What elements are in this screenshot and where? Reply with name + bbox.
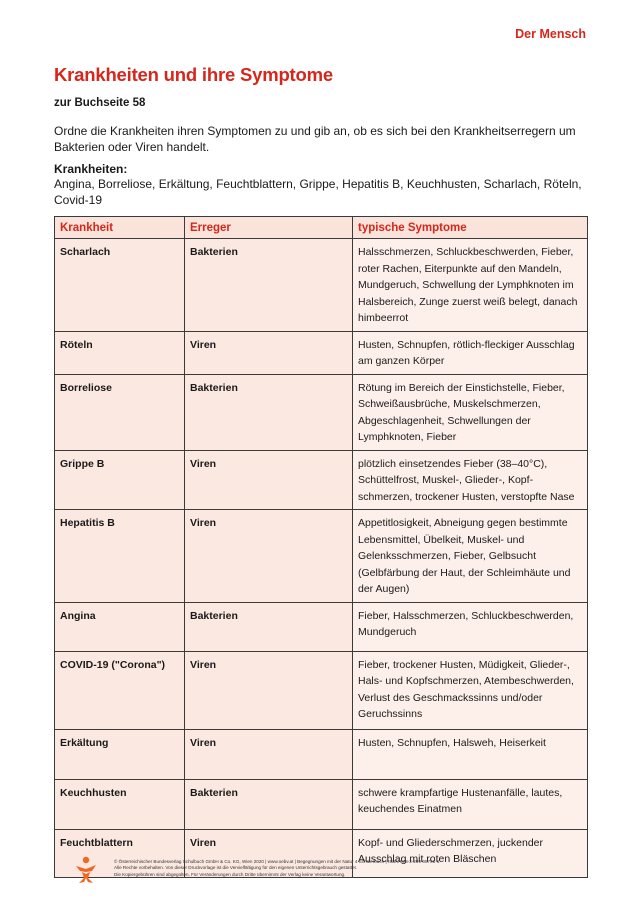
footer-line: © Österreichischer Bundesverlag Schulbuch GmbH & Co. KG, Wien 2020 | www.oebv.at | Begegnungen mit der Natur 4 Schülerbuch | ISBN 978-3-209-08791-1 [114,859,440,864]
footer-text [114,859,594,878]
symptoms-cell: plötzlich einsetzendes Fieber (38–40°C), Schüttelfrost, Muskel-, Glieder-, Kopf-schmerzen, trockener Husten, verstopfte Nase [353,450,588,510]
disease-cell: Feuchtblattern [55,829,185,877]
pathogen-cell: Bakterien [185,374,353,450]
column-header-disease: Krankheit [55,217,185,239]
pathogen-cell: Bakterien [185,779,353,829]
symptoms-cell: Husten, Schnupfen, rötlich-fleckiger Ausschlag am ganzen Körper [353,331,588,374]
diseases-heading: Krankheiten: [54,162,128,176]
disease-cell: Angina [55,602,185,651]
pathogen-cell: Viren [185,331,353,374]
symptoms-cell: Appetitlosigkeit, Abneigung gegen bestimmte Lebensmittel, Übelkeit, Muskel- und Gelenksschmerzen, Fieber, Gelbsucht (Gelbfärbung der Haut, der Schleimhäute und der Augen) [353,510,588,603]
pathogen-cell: Bakterien [185,602,353,651]
table-row [55,331,588,374]
symptoms-cell: Rötung im Bereich der Einstichstelle, Fieber, Schweißausbrüche, Muskelschmerzen, Abgeschlagenheit, Schwellungen der Lymphknoten, Fieber [353,374,588,450]
disease-cell: Scharlach [55,239,185,332]
column-header-pathogen: Erreger [185,217,353,239]
table-header-row [55,217,588,239]
symptoms-cell: Halsschmerzen, Schluckbeschwerden, Fieber, roter Rachen, Eiterpunkte auf den Mandeln, Mundgeruch, Schwellung der Lymphknoten im Halsbereich, Zunge zuerst weiß belegt, danach himbeerrot [353,239,588,332]
table-row [55,779,588,829]
column-header-symptoms: typische Symptome [353,217,588,239]
disease-cell: Grippe B [55,450,185,510]
symptoms-cell: Kopf- und Gliederschmerzen, juckender Ausschlag mit roten Bläschen [353,829,588,877]
symptoms-cell: schwere krampfartige Hustenanfälle, lautes, keuchendes Einatmen [353,779,588,829]
section-label: Der Mensch [515,27,586,41]
page-title: Krankheiten und ihre Symptome [54,64,333,85]
disease-cell: Röteln [55,331,185,374]
symptoms-cell: Fieber, trockener Husten, Müdigkeit, Glieder-, Hals- und Kopfschmerzen, Atembeschwerden, Verlust des Geschmackssinns und/oder Geruchssinns [353,651,588,729]
disease-cell: COVID-19 ("Corona") [55,651,185,729]
table-row [55,374,588,450]
disease-cell: Borreliose [55,374,185,450]
disease-table [54,216,588,878]
symptoms-cell: Husten, Schnupfen, Halsweh, Heiserkeit [353,729,588,779]
diseases-list: Angina, Borreliose, Erkältung, Feuchtblattern, Grippe, Hepatitis B, Keuchhusten, Scharlach, Röteln, Covid-19 [54,177,582,207]
oebv-logo-icon [74,856,98,884]
instruction-text: Ordne die Krankheiten ihren Symptomen zu und gib an, ob es sich bei den Krankheitserregern um Bakterien oder Viren handelt. [54,124,576,154]
pathogen-cell: Viren [185,450,353,510]
pathogen-cell: Viren [185,651,353,729]
disease-cell: Hepatitis B [55,510,185,603]
pathogen-cell: Viren [185,510,353,603]
table-row [55,450,588,510]
table-row [55,602,588,651]
table-row [55,651,588,729]
pathogen-cell: Bakterien [185,239,353,332]
footer-line: Die Kopiergebühren sind abgegolten. Für Veränderungen durch Dritte übernimmt der Verlag keine Verantwortung. [114,871,346,877]
pathogen-cell: Viren [185,729,353,779]
symptoms-cell: Fieber, Halsschmerzen, Schluckbeschwerden, Mundgeruch [353,602,588,651]
page-subtitle: zur Buchseite 58 [54,97,146,109]
footer-line: Alle Rechte vorbehalten. Von dieser Druckvorlage ist die Vervielfältigung für den eigenen Unterrichtsgebrauch gestattet. [114,865,358,871]
disease-cell: Erkältung [55,729,185,779]
table-row [55,729,588,779]
table-row [55,510,588,603]
pathogen-cell: Viren [185,829,353,877]
table-row [55,239,588,332]
disease-cell: Keuchhusten [55,779,185,829]
